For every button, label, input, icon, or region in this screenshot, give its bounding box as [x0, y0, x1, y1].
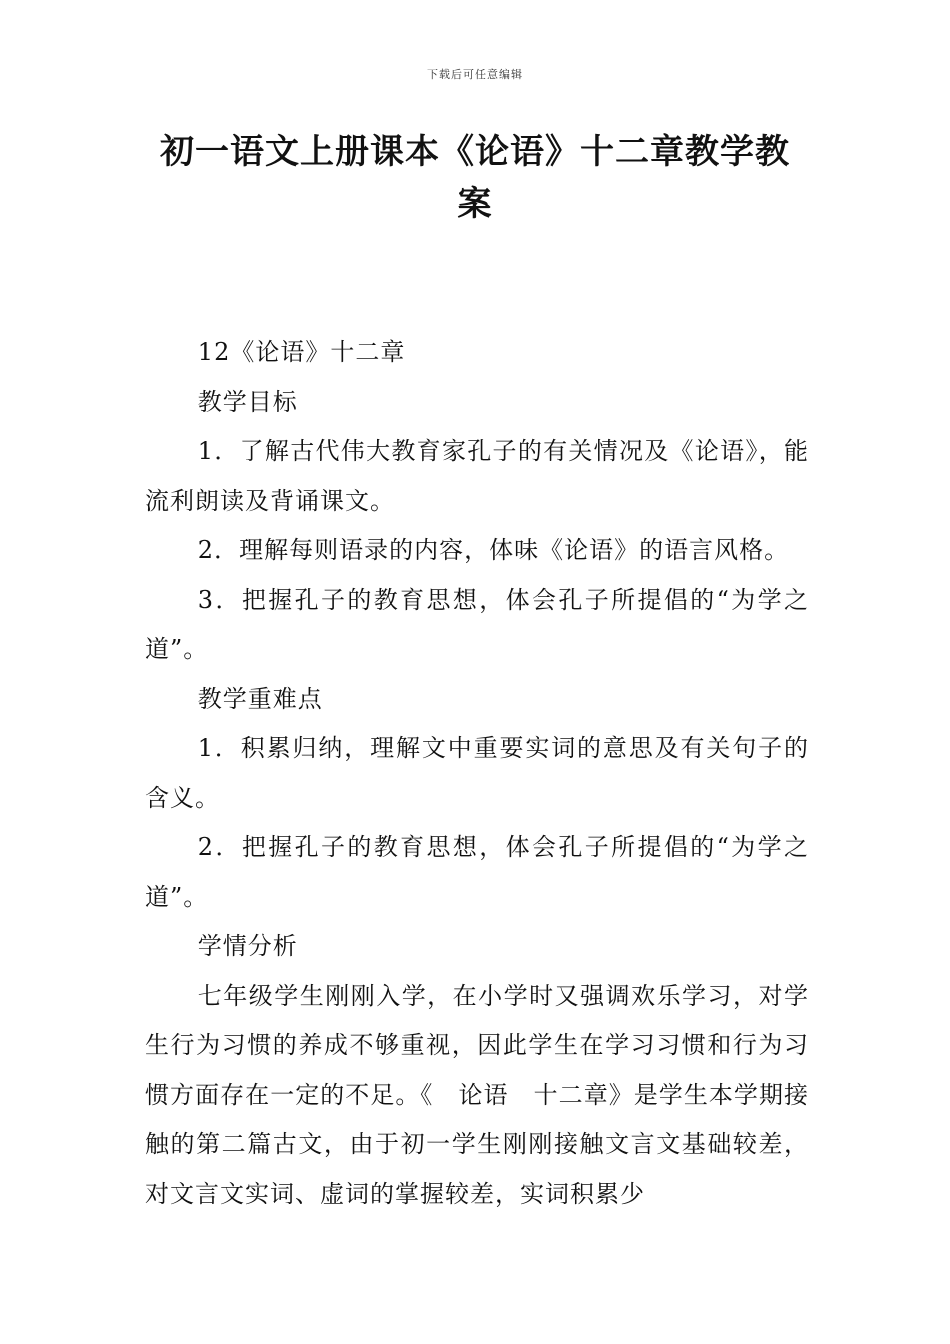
lesson-heading: 12《论语》十二章: [197, 338, 406, 366]
section-heading-key-points: 教学重难点: [197, 684, 323, 713]
student-analysis-paragraph: 七年级学生刚刚入学，在小学时又强调欢乐学习，对学生行为习惯的养成不够重视，因此学生在学习习惯和行为习惯方面存在一定的不足。《 论语 十二章》是学生本学期接触的第二篇古文，由于初一学生刚刚接触文言文基础较差，对文言文实词、虚词的掌握较差，实词积累少: [145, 981, 809, 1208]
key-point-item-1: 1．积累归纳，理解文中重要实词的意思及有关句子的含义。: [145, 734, 809, 812]
goal-item-2: 2．理解每则语录的内容，体味《论语》的语言风格。: [197, 536, 790, 564]
section-heading-teaching-goals: 教学目标: [197, 387, 298, 416]
document-title: 初一语文上册课本《论语》十二章教学教案: [160, 132, 790, 224]
section-heading-student-analysis: 学情分析: [197, 932, 298, 960]
key-point-item-2: 2．把握孔子的教育思想，体会孔子所提倡的“为学之道”。: [145, 833, 809, 911]
goal-item-3: 3．把握孔子的教育思想，体会孔子所提倡的“为学之道”。: [145, 585, 809, 663]
document-body: [145, 328, 809, 1219]
header-note: 下载后可任意编辑: [427, 68, 523, 81]
goal-item-1: 1．了解古代伟大教育家孔子的有关情况及《论语》，能流利朗读及背诵课文。: [145, 437, 809, 515]
